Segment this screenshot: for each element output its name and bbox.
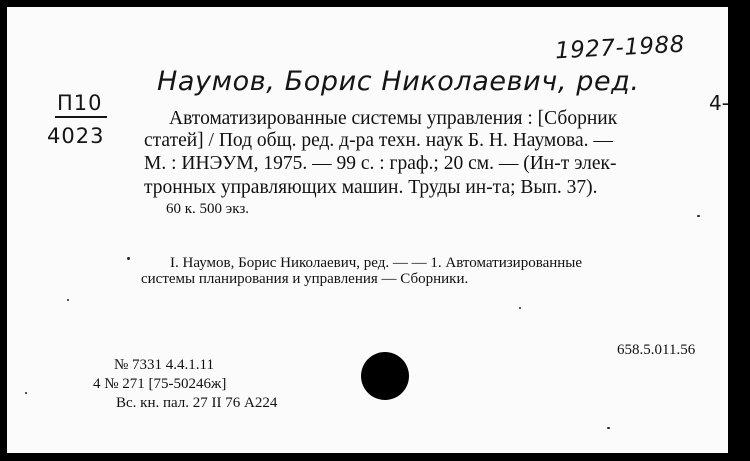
dust-speck: [127, 257, 130, 260]
inventory-line-2: 4 № 271 [75-50246ж]: [93, 376, 227, 392]
tracing-line-1: I. Наумов, Борис Николаевич, ред. — — 1. Автоматизированные: [170, 255, 583, 271]
handwritten-dash: 4-: [709, 91, 729, 115]
description-line-4: тронных управляющих машин. Труды ин-та; Вып. 37).: [144, 177, 598, 198]
description-line-1: Автоматизированные системы управления : [Сборник: [169, 108, 618, 129]
handwritten-author: Наумов, Борис Николаевич, ред.: [157, 66, 640, 97]
inventory-line-3: Вс. кн. пал. 27 II 76 А224: [116, 395, 278, 411]
dust-speck: [519, 307, 521, 309]
inventory-line-1: № 7331 4.4.1.11: [114, 357, 215, 373]
dust-speck: [607, 427, 610, 429]
tracing-line-2: системы планирования и управления — Сборники.: [141, 271, 469, 287]
price-edition-line: 60 к. 500 экз.: [166, 201, 249, 217]
shelfmark-divider: [55, 116, 107, 118]
shelfmark-line-1: П10: [57, 91, 103, 115]
shelfmark-line-2: 4023: [47, 124, 105, 148]
dust-speck: [67, 299, 69, 301]
dust-speck: [25, 392, 27, 394]
catalog-card: [7, 7, 728, 453]
dust-speck: [697, 215, 700, 217]
udc-number: 658.5.011.56: [617, 342, 696, 358]
punch-hole: [361, 352, 409, 400]
description-line-3: М. : ИНЭУМ, 1975. — 99 с. : граф.; 20 см. — (Ин-т элек-: [144, 153, 617, 174]
description-line-2: статей] / Под общ. ред. д-ра техн. наук Б. Н. Наумова. —: [144, 130, 613, 151]
handwritten-years: 1927-1988: [554, 31, 686, 65]
